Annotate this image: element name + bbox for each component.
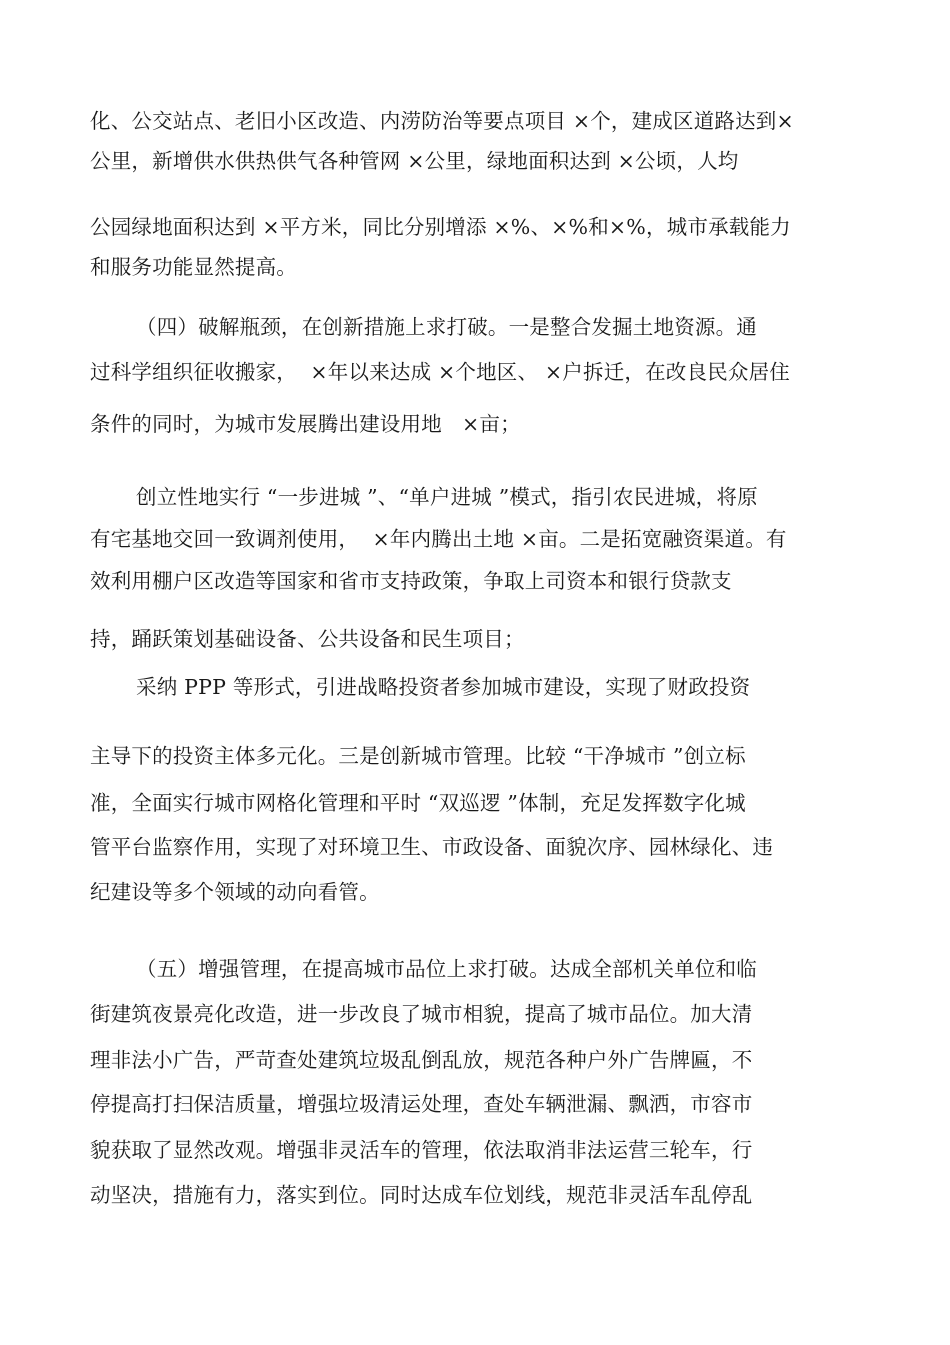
text-line: 和服务功能显然提高。 (90, 255, 297, 279)
text-line: 效利用棚户区改造等国家和省市支持政策，争取上司资本和银行贷款支 (90, 569, 732, 593)
text-line: 貌获取了显然改观。增强非灵活车的管理，依法取消非法运营三轮车，行 (90, 1138, 753, 1162)
text-line: 公里，新增供水供热供气各种管网 ×公里，绿地面积达到 ×公顷，人均 (90, 149, 739, 173)
text-line: 有宅基地交回一致调剂使用， ×年内腾出土地 ×亩。二是拓宽融资渠道。有 (90, 527, 787, 551)
text-line: 动坚决，措施有力，落实到位。同时达成车位划线，规范非灵活车乱停乱 (90, 1183, 753, 1207)
text-line: 主导下的投资主体多元化。三是创新城市管理。比较 “干净城市 ”创立标 (90, 744, 746, 768)
text-line: 持，踊跃策划基础设备、公共设备和民生项目； (90, 627, 525, 651)
text-line: （四）破解瓶颈，在创新措施上求打破。一是整合发掘土地资源。通 (136, 315, 757, 339)
text-line: 采纳 PPP 等形式，引进战略投资者参加城市建设，实现了财政投资 (136, 675, 751, 699)
text-line: 停提高打扫保洁质量，增强垃圾清运处理，查处车辆泄漏、飘洒，市容市 (90, 1092, 753, 1116)
text-line: 公园绿地面积达到 ×平方米，同比分别增添 ×%、×%和×%，城市承载能力 (90, 215, 791, 239)
text-line: 条件的同时，为城市发展腾出建设用地 ×亩； (90, 412, 521, 436)
text-line: 理非法小广告，严苛查处建筑垃圾乱倒乱放，规范各种户外广告牌匾，不 (90, 1048, 753, 1072)
text-line: 化、公交站点、老旧小区改造、内涝防治等要点项目 ×个，建成区道路达到× (90, 109, 794, 133)
text-line: 创立性地实行 “一步进城 ”、“单户进城 ”模式，指引农民进城，将原 (136, 485, 758, 509)
text-line: （五）增强管理，在提高城市品位上求打破。达成全部机关单位和临 (136, 957, 757, 981)
text-line: 管平台监察作用，实现了对环境卫生、市政设备、面貌次序、园林绿化、违 (90, 835, 774, 859)
text-line: 准，全面实行城市网格化管理和平时 “双巡逻 ”体制，充足发挥数字化城 (90, 791, 746, 815)
text-line: 过科学组织征收搬家， ×年以来达成 ×个地区、 ×户拆迁，在改良民众居住 (90, 360, 790, 384)
text-line: 街建筑夜景亮化改造，进一步改良了城市相貌，提高了城市品位。加大清 (90, 1002, 753, 1026)
text-line: 纪建设等多个领域的动向看管。 (90, 880, 380, 904)
